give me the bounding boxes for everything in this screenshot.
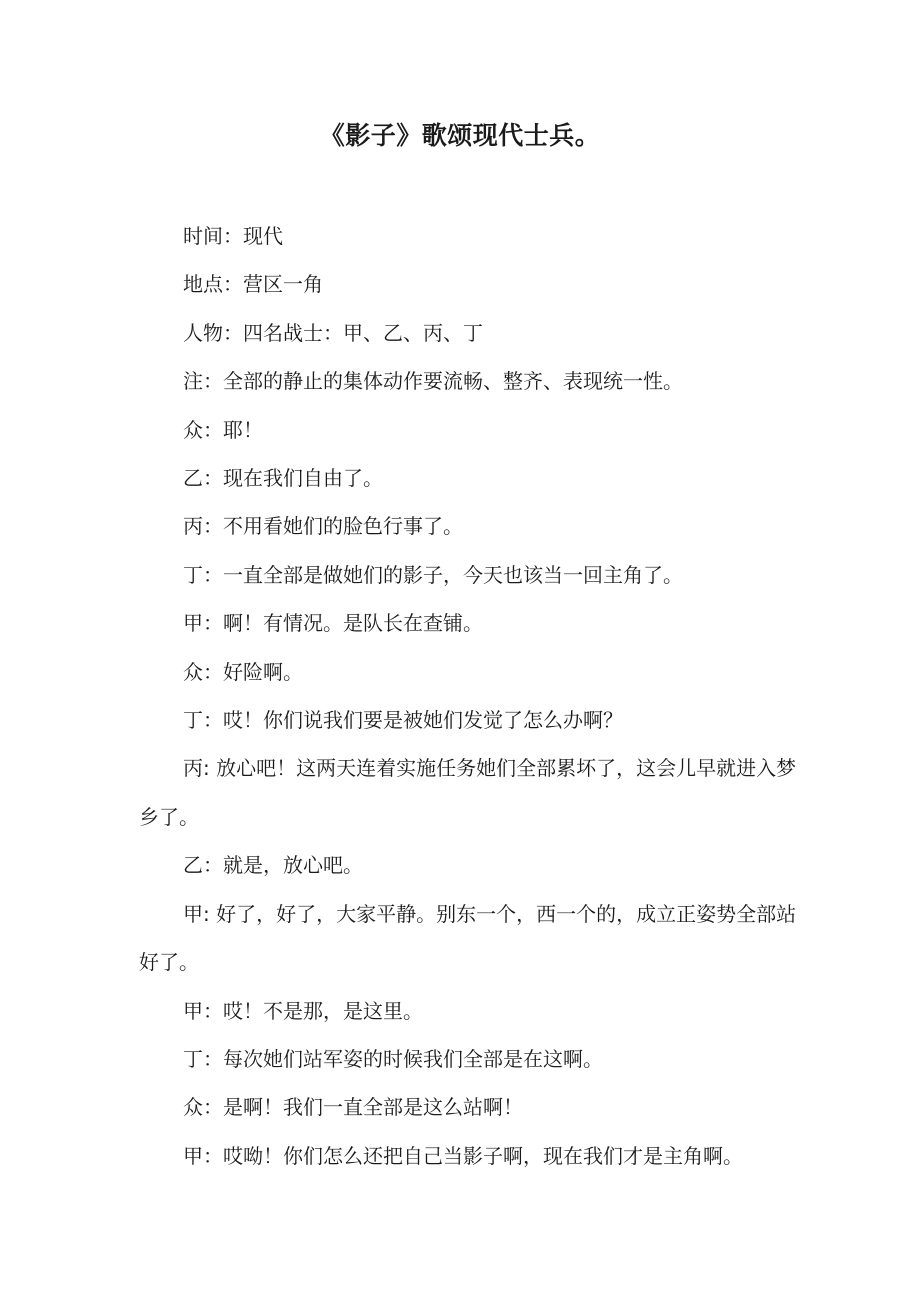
- speaker-label: 众：: [183, 659, 223, 684]
- dialogue-line: [139, 551, 799, 599]
- line-text: 好险啊。: [223, 659, 303, 684]
- line-text: 现在我们自由了。: [223, 466, 383, 491]
- speaker-label: 地点：: [183, 272, 243, 297]
- line-text: 好了，好了，大家平静。别东一个，西一个的，成立正姿势全部站好了。: [139, 901, 797, 975]
- speaker-label: 丙：: [183, 514, 223, 539]
- line-text: 放心吧！这两天连着实施任务她们全部累坏了，这会儿早就进入梦乡了。: [139, 756, 797, 829]
- dialogue-line: [139, 502, 799, 550]
- speaker-label: 众：: [183, 1095, 223, 1120]
- dialogue-line: [139, 648, 799, 696]
- line-text: 不用看她们的脸色行事了。: [223, 514, 463, 539]
- dialogue-line: [139, 890, 799, 987]
- dialogue-line: [139, 599, 799, 647]
- line-text: 现代: [243, 224, 283, 248]
- line-text: 每次她们站军姿的时候我们全部是在这啊。: [223, 1046, 603, 1071]
- line-text: 一直全部是做她们的影子，今天也该当一回主角了。: [223, 562, 683, 587]
- speaker-label: 丁：: [183, 562, 223, 587]
- line-characters: [139, 309, 799, 357]
- line-text: 哎！你们说我们要是被她们发觉了怎么办啊？: [223, 708, 623, 733]
- line-text: 全部的静止的集体动作要流畅、整齐、表现统一性。: [223, 369, 683, 394]
- dialogue-line: [139, 406, 799, 454]
- line-time: [139, 212, 799, 260]
- line-place: [139, 260, 799, 308]
- line-text: 营区一角: [243, 272, 323, 297]
- speaker-label: 注：: [183, 369, 223, 394]
- speaker-label: 甲：: [183, 1143, 223, 1168]
- speaker-label: 众：: [183, 417, 223, 442]
- dialogue-line: [139, 744, 799, 841]
- speaker-label: 人物：: [183, 320, 243, 345]
- speaker-label: 乙：: [183, 853, 223, 878]
- dialogue-line: [139, 1035, 799, 1083]
- speaker-label: 甲：: [183, 998, 223, 1023]
- line-text: 哎！不是那，是这里。: [223, 998, 423, 1023]
- speaker-label: 时间：: [183, 224, 243, 248]
- document-title: 《影子》歌颂现代士兵。: [319, 121, 601, 150]
- dialogue-line: [139, 987, 799, 1035]
- speaker-label: 乙：: [183, 466, 223, 491]
- line-text: 耶！: [223, 417, 263, 442]
- dialogue-line: [139, 696, 799, 744]
- speaker-label: 甲：: [183, 611, 223, 636]
- dialogue-line: [139, 1083, 799, 1131]
- line-text: 是啊！我们一直全部是这么站啊！: [223, 1095, 523, 1120]
- line-note: [139, 357, 799, 405]
- speaker-label: 甲:: [183, 901, 217, 926]
- dialogue-line: [139, 841, 799, 889]
- line-text: 四名战士：甲、乙、丙、丁: [243, 320, 483, 345]
- speaker-label: 丁：: [183, 708, 223, 733]
- speaker-label: 丁：: [183, 1046, 223, 1071]
- line-text: 就是，放心吧。: [223, 853, 363, 878]
- line-text: 啊！有情况。是队长在查铺。: [223, 611, 483, 636]
- script-body: [139, 212, 799, 1180]
- dialogue-line: [139, 1132, 799, 1180]
- speaker-label: 丙:: [183, 756, 217, 781]
- dialogue-line: [139, 454, 799, 502]
- line-text: 哎呦！你们怎么还把自己当影子啊，现在我们才是主角啊。: [223, 1143, 743, 1168]
